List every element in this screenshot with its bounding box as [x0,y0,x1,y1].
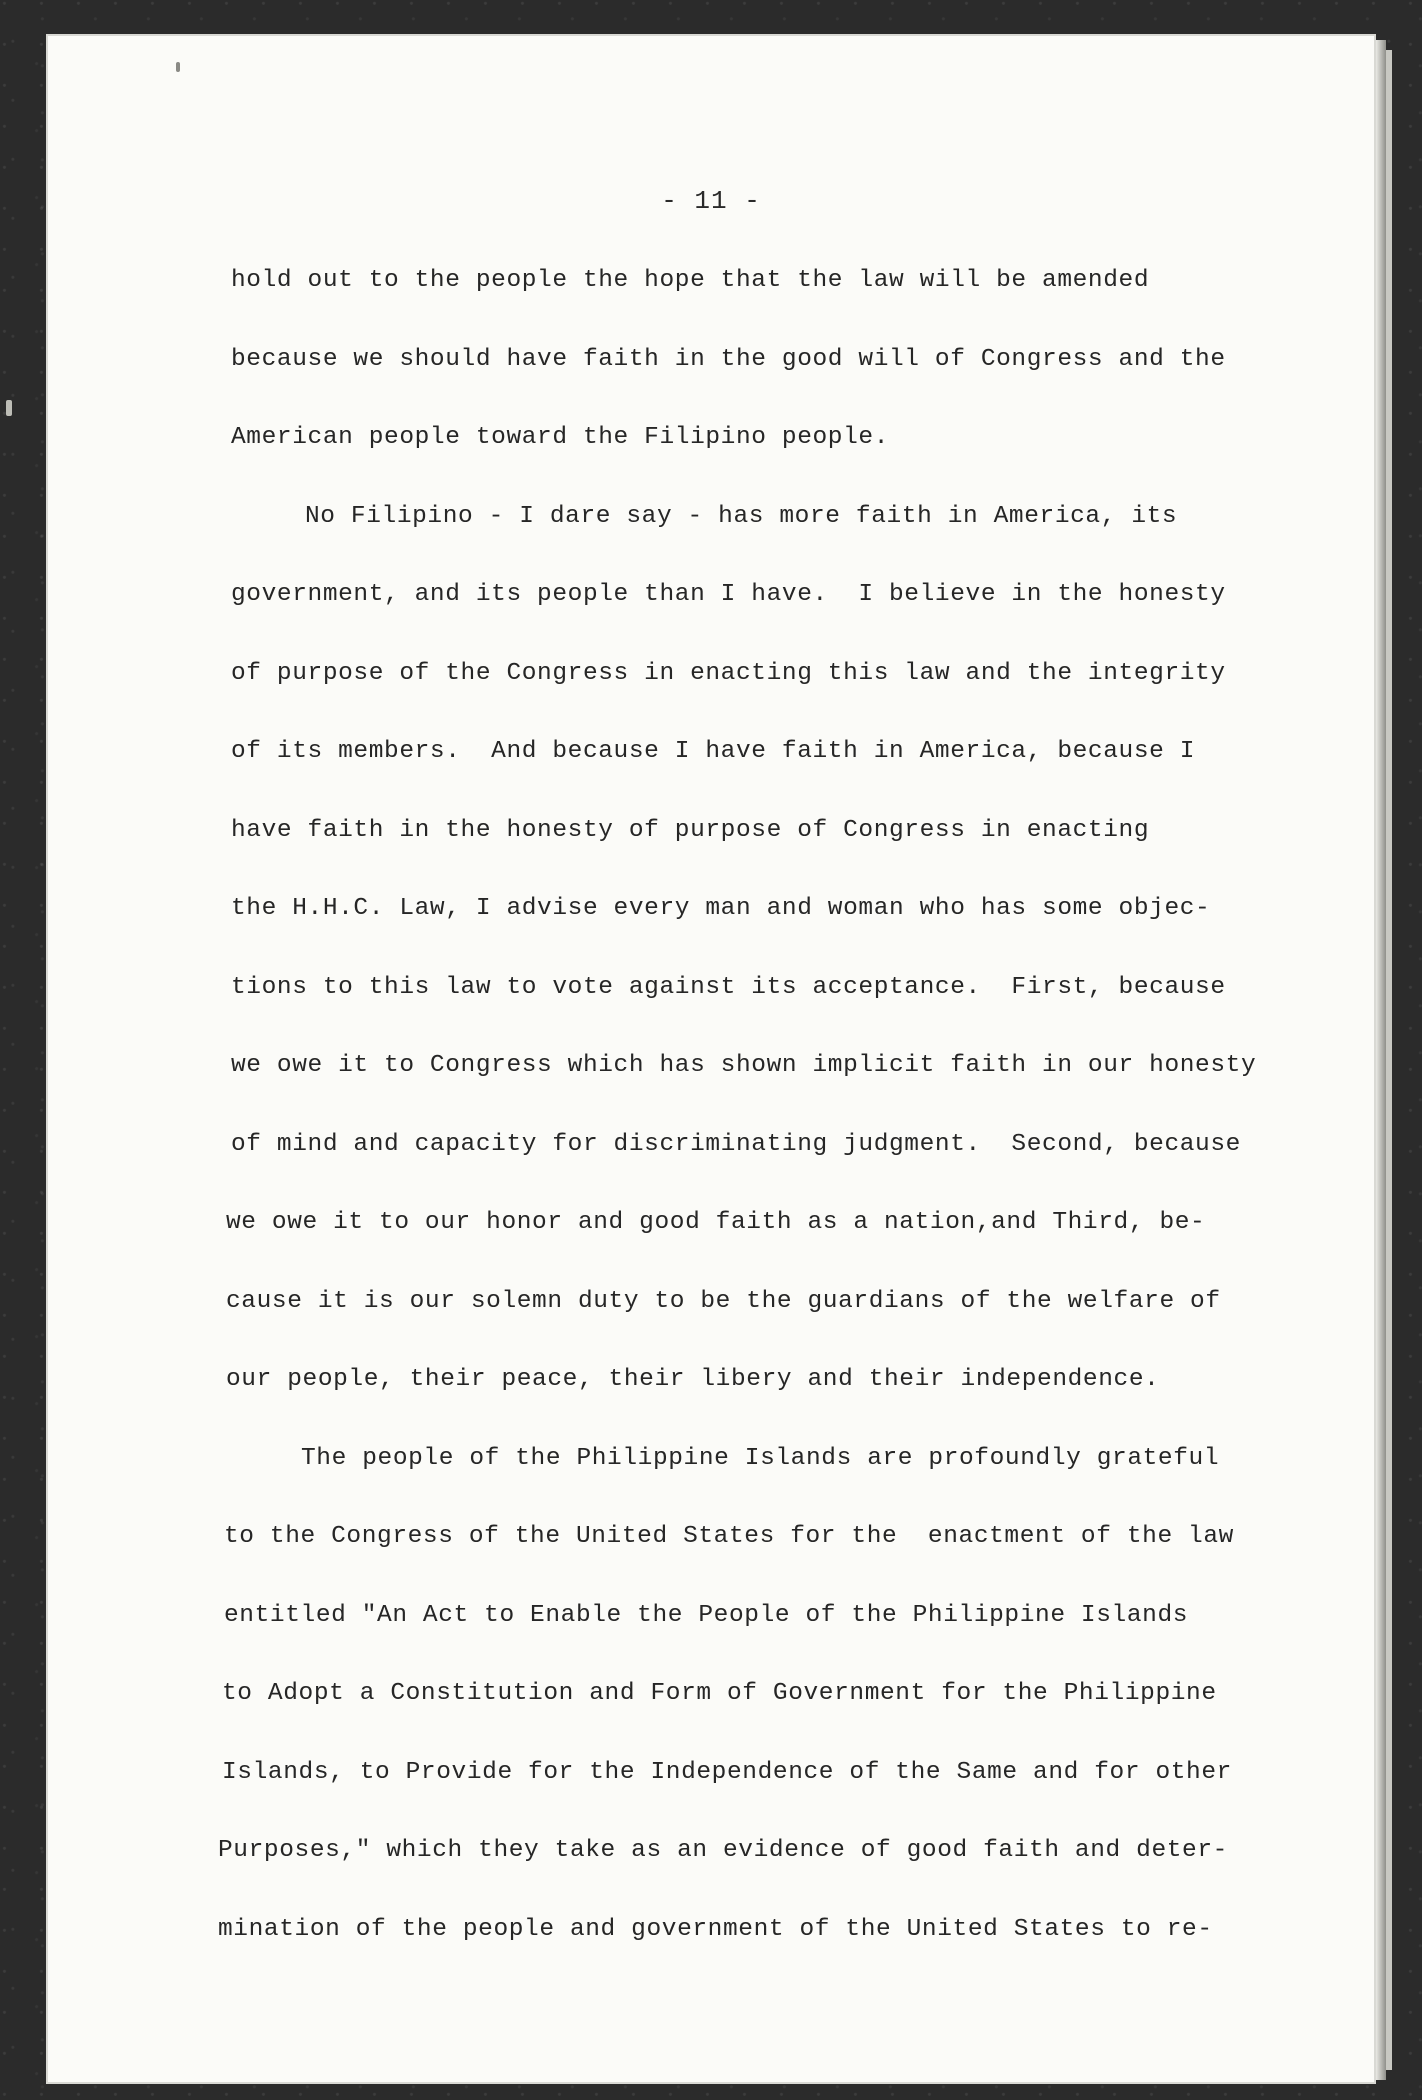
text-line-14: cause it is our solemn duty to be the guardians of the welfare of [226,1288,1221,1315]
text-line-19: to Adopt a Constitution and Form of Government for the Philippine [222,1680,1217,1707]
paper-speck [176,62,180,72]
text-line-15: our people, their peace, their libery and their independence. [226,1366,1160,1393]
margin-mark [6,400,12,416]
page-number: - 11 - [661,186,761,216]
text-line-17: to the Congress of the United States for the enactment of the law [224,1523,1234,1550]
text-line-21: Purposes," which they take as an evidence of good faith and deter- [218,1837,1228,1864]
page-edge [1376,40,1386,2080]
text-line-2: because we should have faith in the good will of Congress and the [231,346,1226,373]
text-line-7: of its members. And because I have faith in America, because I [231,738,1196,765]
text-line-11: we owe it to Congress which has shown implicit faith in our honesty [231,1052,1257,1079]
text-line-20: Islands, to Provide for the Independence of the Same and for other [222,1759,1232,1786]
page-stack-edge [1386,50,1392,2070]
text-line-18: entitled "An Act to Enable the People of the Philippine Islands [224,1602,1189,1629]
text-line-16: The people of the Philippine Islands are profoundly grateful [301,1445,1220,1472]
text-line-5: government, and its people than I have. I believe in the honesty [231,581,1226,608]
text-line-12: of mind and capacity for discriminating judgment. Second, because [231,1131,1241,1158]
text-line-13: we owe it to our honor and good faith as a nation,and Third, be- [226,1209,1206,1236]
text-line-4: No Filipino - I dare say - has more faith in America, its [305,503,1178,530]
text-line-8: have faith in the honesty of purpose of Congress in enacting [231,817,1150,844]
text-line-6: of purpose of the Congress in enacting this law and the integrity [231,660,1226,687]
text-line-1: hold out to the people the hope that the law will be amended [231,267,1150,294]
text-line-22: mination of the people and government of the United States to re- [218,1916,1213,1943]
text-line-9: the H.H.C. Law, I advise every man and woman who has some objec- [231,895,1211,922]
text-line-10: tions to this law to vote against its acceptance. First, because [231,974,1226,1001]
text-line-3: American people toward the Filipino people. [231,424,890,451]
